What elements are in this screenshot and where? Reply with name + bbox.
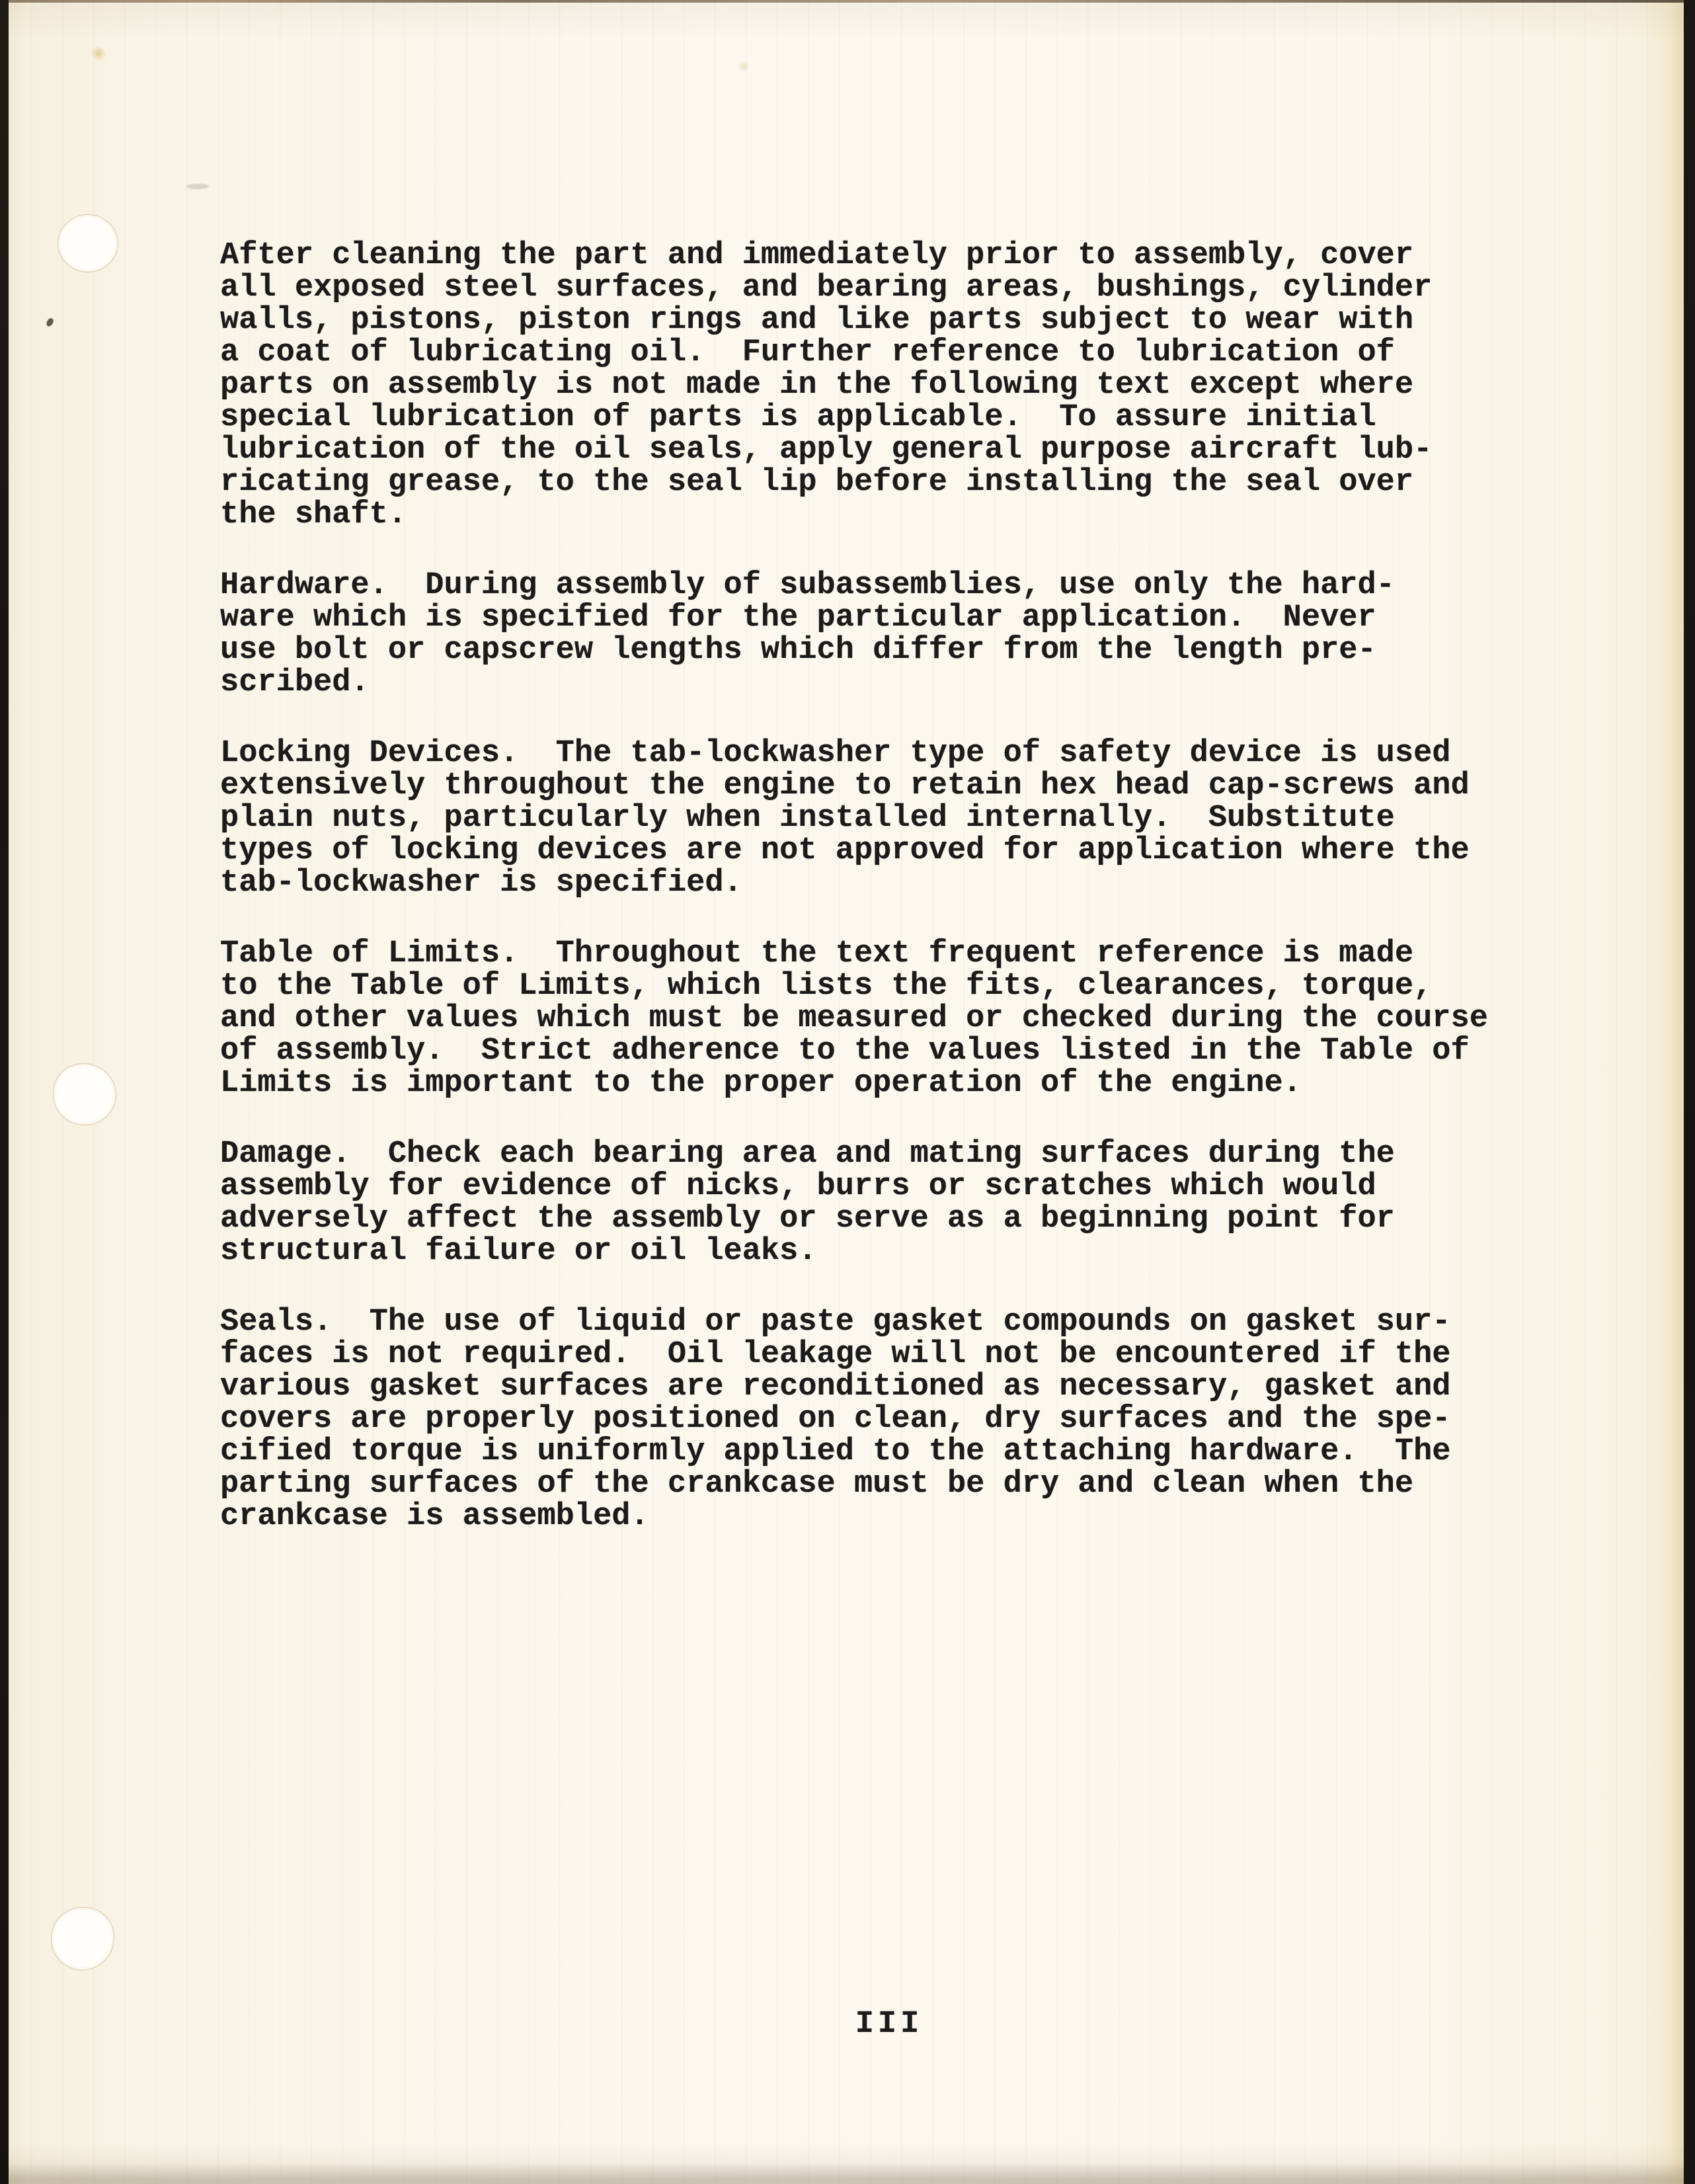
paragraph-damage [220, 1138, 1528, 1268]
right-binding-stripe [1684, 0, 1695, 2184]
text-line: crankcase is assembled. [220, 1499, 649, 1534]
text-line: tab-lockwasher is specified. [220, 866, 742, 901]
text-line: scribed. [220, 665, 370, 700]
text-line: to the Table of Limits, which lists the fits, clearances, torque, [220, 969, 1433, 1004]
text-line: a coat of lubricating oil. Further reference to lubrication of [220, 335, 1395, 370]
paragraph-table-of-limits [220, 938, 1528, 1100]
text-line: assembly for evidence of nicks, burrs or scratches which would [220, 1169, 1376, 1204]
text-line: After cleaning the part and immediately prior to assembly, cover [220, 238, 1414, 273]
text-line: of assembly. Strict adherence to the values listed in the Table of [220, 1033, 1470, 1069]
text-line: and other values which must be measured or checked during the course [220, 1001, 1488, 1036]
text-line: ware which is specified for the particular application. Never [220, 600, 1376, 635]
hole-punch [53, 1063, 116, 1125]
text-line: types of locking devices are not approved for application where the [220, 833, 1470, 868]
text-line: the shaft. [220, 497, 407, 532]
text-line: cified torque is uniformly applied to the attaching hardware. The [220, 1434, 1451, 1469]
paragraph-lubrication [220, 239, 1528, 531]
left-binding-stripe [0, 0, 9, 2184]
paragraph-locking-devices [220, 737, 1528, 899]
paper-stain [736, 61, 751, 71]
hole-punch [58, 214, 118, 272]
text-line: ricating grease, to the seal lip before installing the seal over [220, 465, 1414, 500]
text-line: extensively throughout the engine to retain hex head cap-screws and [220, 768, 1470, 803]
text-line: Seals. The use of liquid or paste gasket compounds on gasket sur- [220, 1305, 1451, 1340]
text-line: Limits is important to the proper operation of the engine. [220, 1066, 1302, 1101]
text-line: use bolt or capscrew lengths which differ from the length pre- [220, 633, 1376, 668]
text-line: walls, pistons, piston rings and like parts subject to wear with [220, 303, 1414, 338]
page-number: III [855, 2007, 924, 2042]
text-line: Damage. Check each bearing area and mating surfaces during the [220, 1137, 1395, 1172]
scan-smudge [186, 184, 209, 189]
paragraph-seals [220, 1306, 1528, 1533]
paper-stain [90, 46, 107, 61]
text-line: various gasket surfaces are reconditioned as necessary, gasket and [220, 1369, 1451, 1404]
text-line: Table of Limits. Throughout the text frequent reference is made [220, 936, 1414, 971]
text-line: parting surfaces of the crankcase must be dry and clean when the [220, 1467, 1414, 1502]
text-line: Locking Devices. The tab-lockwasher type of safety device is used [220, 736, 1451, 771]
hole-punch [51, 1907, 114, 1970]
text-line: special lubrication of parts is applicable. To assure initial [220, 400, 1376, 435]
paragraph-hardware [220, 569, 1528, 699]
text-line: plain nuts, particularly when installed internally. Substitute [220, 801, 1395, 836]
text-line: Hardware. During assembly of subassemblies, use only the hard- [220, 568, 1395, 603]
text-line: structural failure or oil leaks. [220, 1234, 817, 1269]
text-line: adversely affect the assembly or serve as a beginning point for [220, 1201, 1395, 1236]
text-line: lubrication of the oil seals, apply general purpose aircraft lub- [220, 432, 1433, 467]
text-line: faces is not required. Oil leakage will not be encountered if the [220, 1337, 1451, 1372]
text-line: covers are properly positioned on clean, dry surfaces and the spe- [220, 1402, 1451, 1437]
text-line: parts on assembly is not made in the following text except where [220, 368, 1414, 403]
document-body [220, 239, 1528, 1571]
top-page-edge [9, 0, 1684, 3]
text-line: all exposed steel surfaces, and bearing areas, bushings, cylinder [220, 270, 1433, 305]
ink-speck [46, 317, 55, 328]
